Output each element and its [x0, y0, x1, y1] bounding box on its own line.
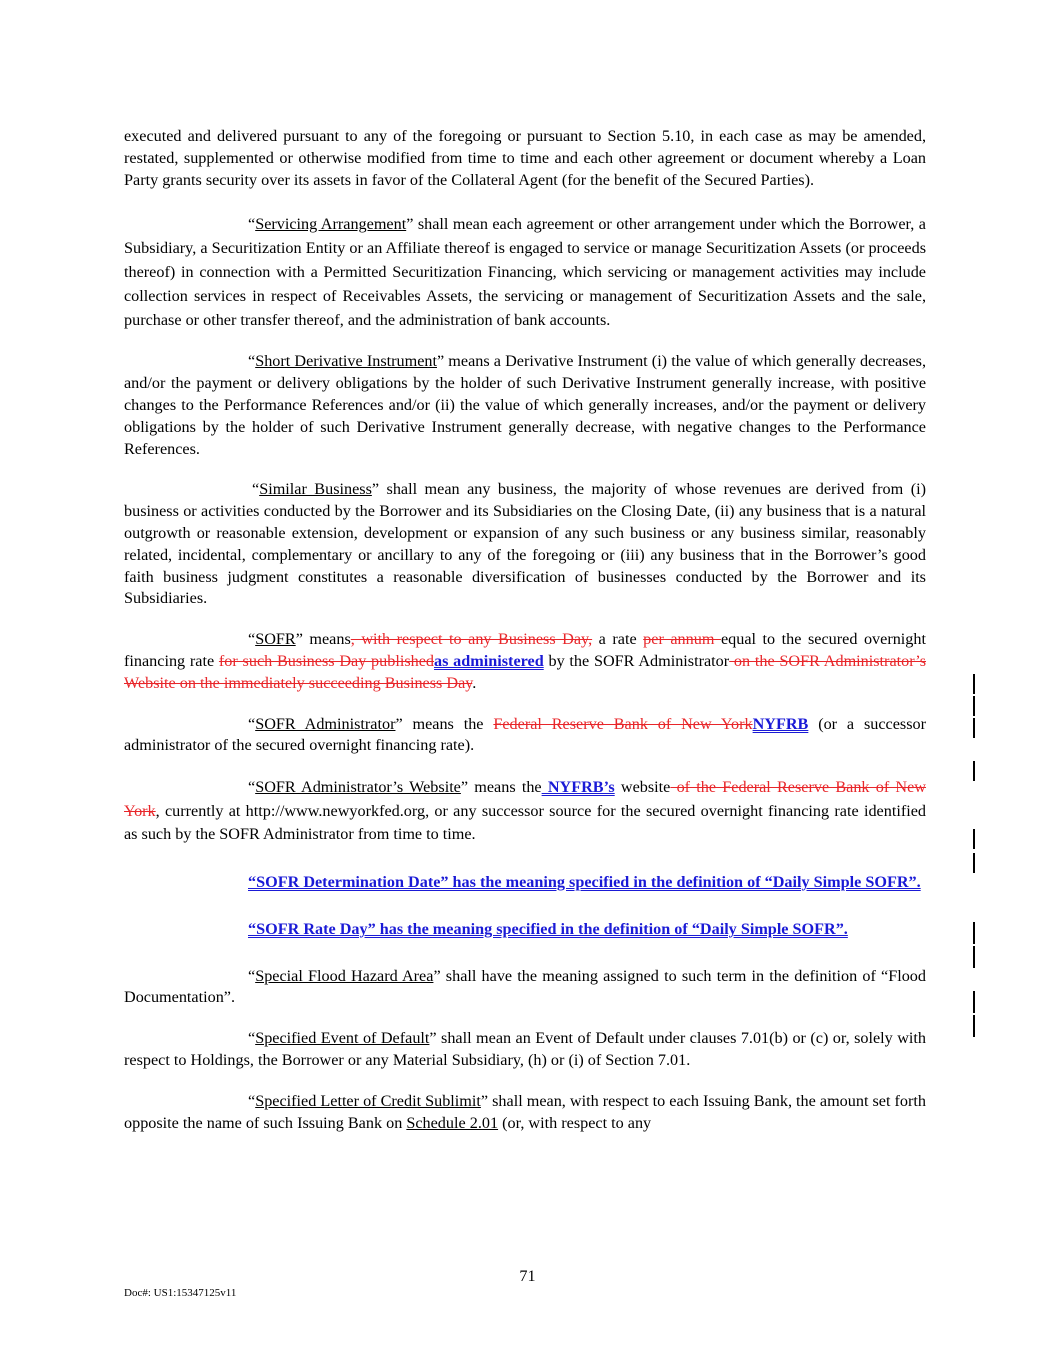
change-bar — [973, 922, 975, 944]
inserted-text: “SOFR Rate Day” has the meaning specified in the definition of “Daily Simple SOFR”. — [248, 920, 848, 939]
change-bar — [973, 674, 975, 694]
change-bar — [973, 946, 975, 968]
change-bar — [973, 1015, 975, 1037]
deleted-text: , with respect to any Business Day, — [350, 630, 593, 649]
defined-term: SOFR Administrator — [255, 714, 396, 733]
defined-term: SOFR Administrator’s Website — [255, 778, 461, 797]
change-bar — [973, 829, 975, 849]
deleted-text: for such Business Day published — [218, 651, 435, 670]
schedule-reference: Schedule 2.01 — [406, 1113, 499, 1132]
change-bar — [973, 696, 975, 716]
defined-term: Special Flood Hazard Area — [255, 966, 434, 985]
change-bar — [973, 853, 975, 873]
inserted-text: “SOFR Determination Date” has the meaning specified in the definition of “Daily Simple SOFR”. — [248, 872, 921, 891]
definition-sofr-administrators-website: “SOFR Administrator’s Website” means the NYFRB’s website of the Federal Reserve Bank of New York, currently at http://www.newyorkfed.org, or any successor source for the secured overnight financing rate identified as such by the SOFR Administrator from time to time. — [124, 778, 926, 844]
definition-short-derivative-instrument: “Short Derivative Instrument” means a Derivative Instrument (i) the value of which generally decreases, and/or the payment or delivery obligations by the holder of such Derivative Instrument generally increase, with positive changes to the Performance References and/or (ii) the value of which generally increases, and/or the payment or delivery obligations by the holder of such Derivative Instrument generally decrease, with negative changes to the Performance References. — [124, 352, 926, 458]
definition-similar-business: “Similar Business” shall mean any business, the majority of whose revenues are derived from (i) business or activities conducted by the Borrower and its Subsidiaries on the Closing Date, (ii) any business that is a natural outgrowth or reasonable extension, development or expansion of any such business or any business similar, reasonably related, incidental, complementary or ancillary to any of the foregoing or (iii) any business that in the Borrower’s good faith business judgment constitutes a reasonable diversification of businesses conducted by the Borrower and its Subsidiaries. — [124, 480, 926, 608]
deleted-text: of the Federal Reserve Bank of New York — [124, 778, 926, 820]
change-bar — [973, 761, 975, 781]
document-body — [124, 126, 926, 1134]
defined-term: Servicing Arrangement — [255, 215, 407, 234]
security-documents-continuation: executed and delivered pursuant to any of the foregoing or pursuant to Section 5.10, in each case as may be amended, restated, supplemented or otherwise modified from time to time and each other agreement or document whereby a Loan Party grants security over its assets in favor of the Collateral Agent (for the benefit of the Secured Parties). — [124, 127, 926, 189]
definition-specified-event-of-default: “Specified Event of Default” shall mean an Event of Default under clauses 7.01(b) or (c) or, solely with respect to Holdings, the Borrower or any Material Subsidiary, (h) or (i) of Section 7.01. — [124, 1029, 926, 1070]
definition-special-flood-hazard-area: “Special Flood Hazard Area” shall have the meaning assigned to such term in the definition of “Flood Documentation”. — [124, 966, 926, 1007]
defined-term: Similar Business — [259, 480, 372, 499]
change-bar — [973, 991, 975, 1013]
definition-sofr-administrator: “SOFR Administrator” means the Federal Reserve Bank of New YorkNYFRB (or a successor administrator of the secured overnight financing rate). — [124, 714, 926, 755]
definition-sofr-determination-date — [124, 871, 926, 895]
deleted-text: per annum — [643, 630, 721, 649]
inserted-text: as administered — [434, 651, 544, 670]
definition-specified-letter-of-credit-sublimit: “Specified Letter of Credit Sublimit” shall mean, with respect to each Issuing Bank, the amount set forth opposite the name of such Issuing Bank on Schedule 2.01 (or, with respect to any — [124, 1091, 926, 1132]
inserted-text: NYFRB — [752, 714, 809, 733]
defined-term: Specified Letter of Credit Sublimit — [255, 1091, 481, 1110]
deleted-text: on the SOFR Administrator’s Website on the immediately succeeding Business Day — [124, 651, 927, 692]
definition-sofr: “SOFR” means, with respect to any Business Day, a rate per annum equal to the secured overnight financing rate for such Business Day publishedas administered by the SOFR Administrator on the SOFR Administrator’s Website on the immediately succeeding Business Day. — [124, 630, 927, 692]
page-number: 71 — [519, 1267, 536, 1285]
defined-term: SOFR — [255, 630, 296, 649]
definition-servicing-arrangement: “Servicing Arrangement” shall mean each agreement or other arrangement under which the Borrower, a Subsidiary, a Securitization Entity or an Affiliate thereof is engaged to service or manage Securitization Assets (or proceeds thereof) in connection with a Permitted Securitization Financing, which servicing or management activities may include collection services in respect of Receivables Assets, the servicing or management of Securitization Assets and the sale, purchase or other transfer thereof, and the administration of bank accounts. — [124, 215, 926, 330]
definition-sofr-rate-day — [124, 918, 926, 942]
deleted-text: Federal Reserve Bank of New York — [493, 714, 753, 733]
defined-term: Specified Event of Default — [255, 1029, 430, 1048]
defined-term: Short Derivative Instrument — [255, 352, 437, 371]
document-id: Doc#: US1:15347125v11 — [124, 1287, 237, 1299]
inserted-text: NYFRB’s — [541, 778, 615, 797]
change-bar — [973, 718, 975, 738]
